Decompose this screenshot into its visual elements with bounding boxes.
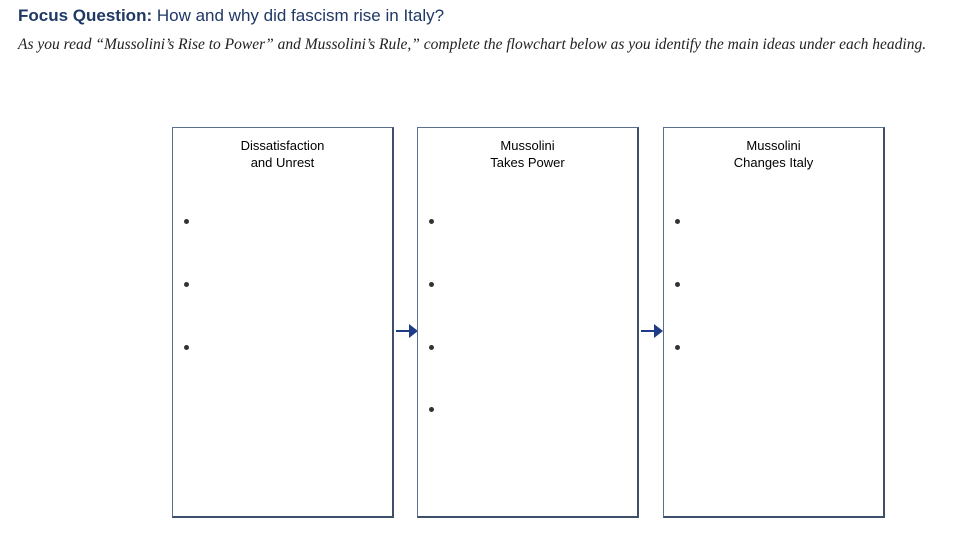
box-heading-line1: Mussolini xyxy=(746,138,801,153)
flowchart-box-takes-power xyxy=(417,127,639,518)
box-heading-line2: Takes Power xyxy=(490,155,565,170)
box-heading-line1: Mussolini xyxy=(500,138,555,153)
box-heading-line1: Dissatisfaction xyxy=(240,138,325,153)
bullet-point xyxy=(675,219,680,224)
box-heading xyxy=(173,137,392,171)
bullet-point xyxy=(184,282,189,287)
bullet-point xyxy=(429,219,434,224)
bullet-point xyxy=(184,345,189,350)
flowchart-box-dissatisfaction xyxy=(172,127,394,518)
focus-question-text: How and why did fascism rise in Italy? xyxy=(152,6,445,25)
instructions: As you read “Mussolini’s Rise to Power” and Mussolini’s Rule,” complete the flowchart below as you identify the main ideas under each heading. xyxy=(18,36,927,53)
bullet-point xyxy=(675,282,680,287)
box-heading xyxy=(664,137,883,171)
flow-arrow-icon xyxy=(641,323,665,339)
bullet-point xyxy=(429,407,434,412)
bullet-point xyxy=(429,345,434,350)
focus-question xyxy=(18,6,444,26)
flowchart-box-changes-italy xyxy=(663,127,885,518)
focus-question-label: Focus Question: xyxy=(18,6,153,25)
bullet-point xyxy=(429,282,434,287)
box-heading xyxy=(418,137,637,171)
bullet-point xyxy=(184,219,189,224)
box-heading-line2: and Unrest xyxy=(250,155,315,170)
bullet-point xyxy=(675,345,680,350)
box-heading-line2: Changes Italy xyxy=(733,155,814,170)
